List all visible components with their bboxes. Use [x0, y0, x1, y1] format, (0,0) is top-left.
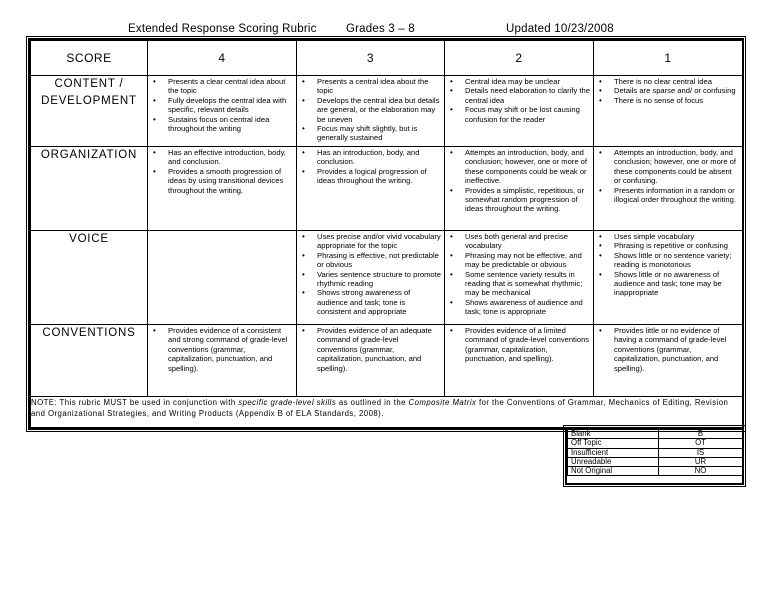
criterion-item: • Shows strong awareness of audience and task; tone is consistent and appropriate [317, 288, 444, 316]
criterion-item: • There is no clear central idea [614, 77, 742, 86]
row-label-organization [31, 147, 148, 231]
criterion-item: • Central idea may be unclear [465, 77, 593, 86]
criterion-item: • Uses both general and precise vocabulary [465, 232, 593, 251]
score-2-header: 2 [445, 41, 594, 76]
cell-organization-1 [594, 147, 743, 231]
criterion-item: • Provides little or no evidence of having a command of grade-level conventions (grammar, capitalization, punctuation, and spelling). [614, 326, 742, 373]
criterion-item: • Provides evidence of a consistent and strong command of grade-level conventions (grammar, capitalization, punctuation, and spelling). [168, 326, 296, 373]
criterion-item: • Shows little or no sentence variety; reading is monotonous [614, 251, 742, 270]
criterion-item: • Shows little or no awareness of audience and task; tone may be inappropriate [614, 270, 742, 298]
criterion-item: • Details need elaboration to clarify the central idea [465, 86, 593, 105]
cell-organization-2 [445, 147, 594, 231]
criterion-item: • Phrasing may not be effective, and may be predictable or obvious [465, 251, 593, 270]
score-codes-frame [565, 427, 744, 485]
row-label-line: CONTENT / [54, 78, 124, 90]
criterion-item: • Sustains focus on central idea throughout the writing [168, 115, 296, 134]
criterion-item: • Provides a smooth progression of ideas by using transitional devices throughout the writing. [168, 167, 296, 195]
code-value: NO [659, 467, 743, 476]
criterion-item: • Varies sentence structure to promote rhythmic reading [317, 270, 444, 289]
criterion-item: • Phrasing is effective, not predictable or obvious [317, 251, 444, 270]
updated-date: Updated 10/23/2008 [506, 23, 614, 35]
cell-conventions-1 [594, 325, 743, 397]
code-label: Not Original [568, 467, 659, 476]
score-4-header: 4 [148, 41, 297, 76]
note-text: NOTE: This rubric MUST be used in conjunction with [31, 398, 239, 407]
note-text: as outlined in the [336, 398, 409, 407]
row-label-content-development [31, 76, 148, 147]
criterion-item: • Provides a simplistic, repetitious, or somewhat random progression of ideas throughout the writing. [465, 186, 593, 214]
criterion-item: • There is no sense of focus [614, 96, 742, 105]
note-text: for the Conventions of Grammar, Mechanics of Editing, Revision and Organizational Strategies, and Writing Products (Appendix B of ELA Standards, 2008). [31, 398, 729, 418]
cell-content-4 [148, 76, 297, 147]
document-title: Extended Response Scoring Rubric [128, 23, 317, 35]
cell-content-3 [297, 76, 445, 147]
page-header [0, 23, 768, 37]
criterion-item: • Provides evidence of an adequate command of grade-level conventions (grammar, capitalization, punctuation, and spelling). [317, 326, 444, 373]
code-label: Off Topic [568, 439, 659, 448]
criterion-item: • Uses simple vocabulary [614, 232, 742, 241]
code-value: UR [659, 457, 743, 466]
row-organization [31, 147, 743, 231]
criterion-item: • Attempts an introduction, body, and conclusion; however, one or more of these components could be absent or confusing. [614, 148, 742, 186]
row-voice [31, 231, 743, 325]
cell-voice-1 [594, 231, 743, 325]
code-value: B [659, 430, 743, 439]
rubric-table [30, 40, 743, 428]
row-content-development [31, 76, 743, 147]
criterion-item: • Develops the central idea but details are general, or the elaboration may be uneven [317, 96, 444, 124]
criterion-item: • Focus may shift or be lost causing confusion for the reader [465, 105, 593, 124]
code-label: Insufficient [568, 448, 659, 457]
criterion-item: • Provides a logical progression of ideas throughout the writing. [317, 167, 444, 186]
cell-conventions-2 [445, 325, 594, 397]
criterion-item: • Fully develops the central idea with specific, relevant details [168, 96, 296, 115]
cell-content-2 [445, 76, 594, 147]
cell-conventions-4 [148, 325, 297, 397]
grades-label: Grades 3 – 8 [346, 23, 415, 35]
criterion-item: • Some sentence variety results in reading that is somewhat rhythmic; may be mechanical [465, 270, 593, 298]
cell-organization-4 [148, 147, 297, 231]
note-emphasis: Composite Matrix [408, 398, 477, 407]
row-label-line: VOICE [69, 233, 109, 245]
criterion-item: • Details are sparse and/ or confusing [614, 86, 742, 95]
cell-organization-3 [297, 147, 445, 231]
criterion-item: • Attempts an introduction, body, and conclusion; however, one or more of these components could be weak or ineffective. [465, 148, 593, 186]
criterion-item: • Provides evidence of a limited command of grade-level conventions (grammar, capitalization, punctuation, and spelling). [465, 326, 593, 364]
cell-content-1 [594, 76, 743, 147]
criterion-item: • Focus may shift slightly, but is generally sustained [317, 124, 444, 143]
score-1-header: 1 [594, 41, 743, 76]
criterion-item: • Shows awareness of audience and task; tone is appropriate [465, 298, 593, 317]
criterion-item: • Presents information in a random or illogical order throughout the writing. [614, 186, 742, 205]
criterion-item: • Phrasing is repetitive or confusing [614, 241, 742, 250]
code-label: Unreadable [568, 457, 659, 466]
code-row [568, 467, 743, 476]
score-header: SCORE [31, 41, 148, 76]
rubric-table-frame [28, 38, 744, 430]
cell-voice-4 [148, 231, 297, 325]
row-label-voice [31, 231, 148, 325]
code-value: IS [659, 448, 743, 457]
code-row [568, 448, 743, 457]
note-row [31, 397, 743, 428]
cell-conventions-3 [297, 325, 445, 397]
header-row [31, 41, 743, 76]
rubric-note [31, 397, 743, 428]
criterion-item: • Uses precise and/or vivid vocabulary appropriate for the topic [317, 232, 444, 251]
code-value: OT [659, 439, 743, 448]
criterion-item: • Presents a clear central idea about the topic [168, 77, 296, 96]
code-label: Blank [568, 430, 659, 439]
cell-voice-3 [297, 231, 445, 325]
cell-voice-2 [445, 231, 594, 325]
criterion-item: • Has an effective introduction, body, and conclusion. [168, 148, 296, 167]
row-label-conventions [31, 325, 148, 397]
score-codes-table [567, 429, 743, 476]
criterion-item: • Presents a central idea about the topic [317, 77, 444, 96]
criterion-item: • Has an introduction, body, and conclusion. [317, 148, 444, 167]
row-label-line: DEVELOPMENT [41, 95, 137, 107]
row-conventions [31, 325, 743, 397]
note-emphasis: specific grade-level skills [238, 398, 337, 407]
code-row [568, 439, 743, 448]
row-label-line: ORGANIZATION [40, 149, 138, 161]
score-3-header: 3 [297, 41, 445, 76]
row-label-line: CONVENTIONS [42, 327, 136, 339]
